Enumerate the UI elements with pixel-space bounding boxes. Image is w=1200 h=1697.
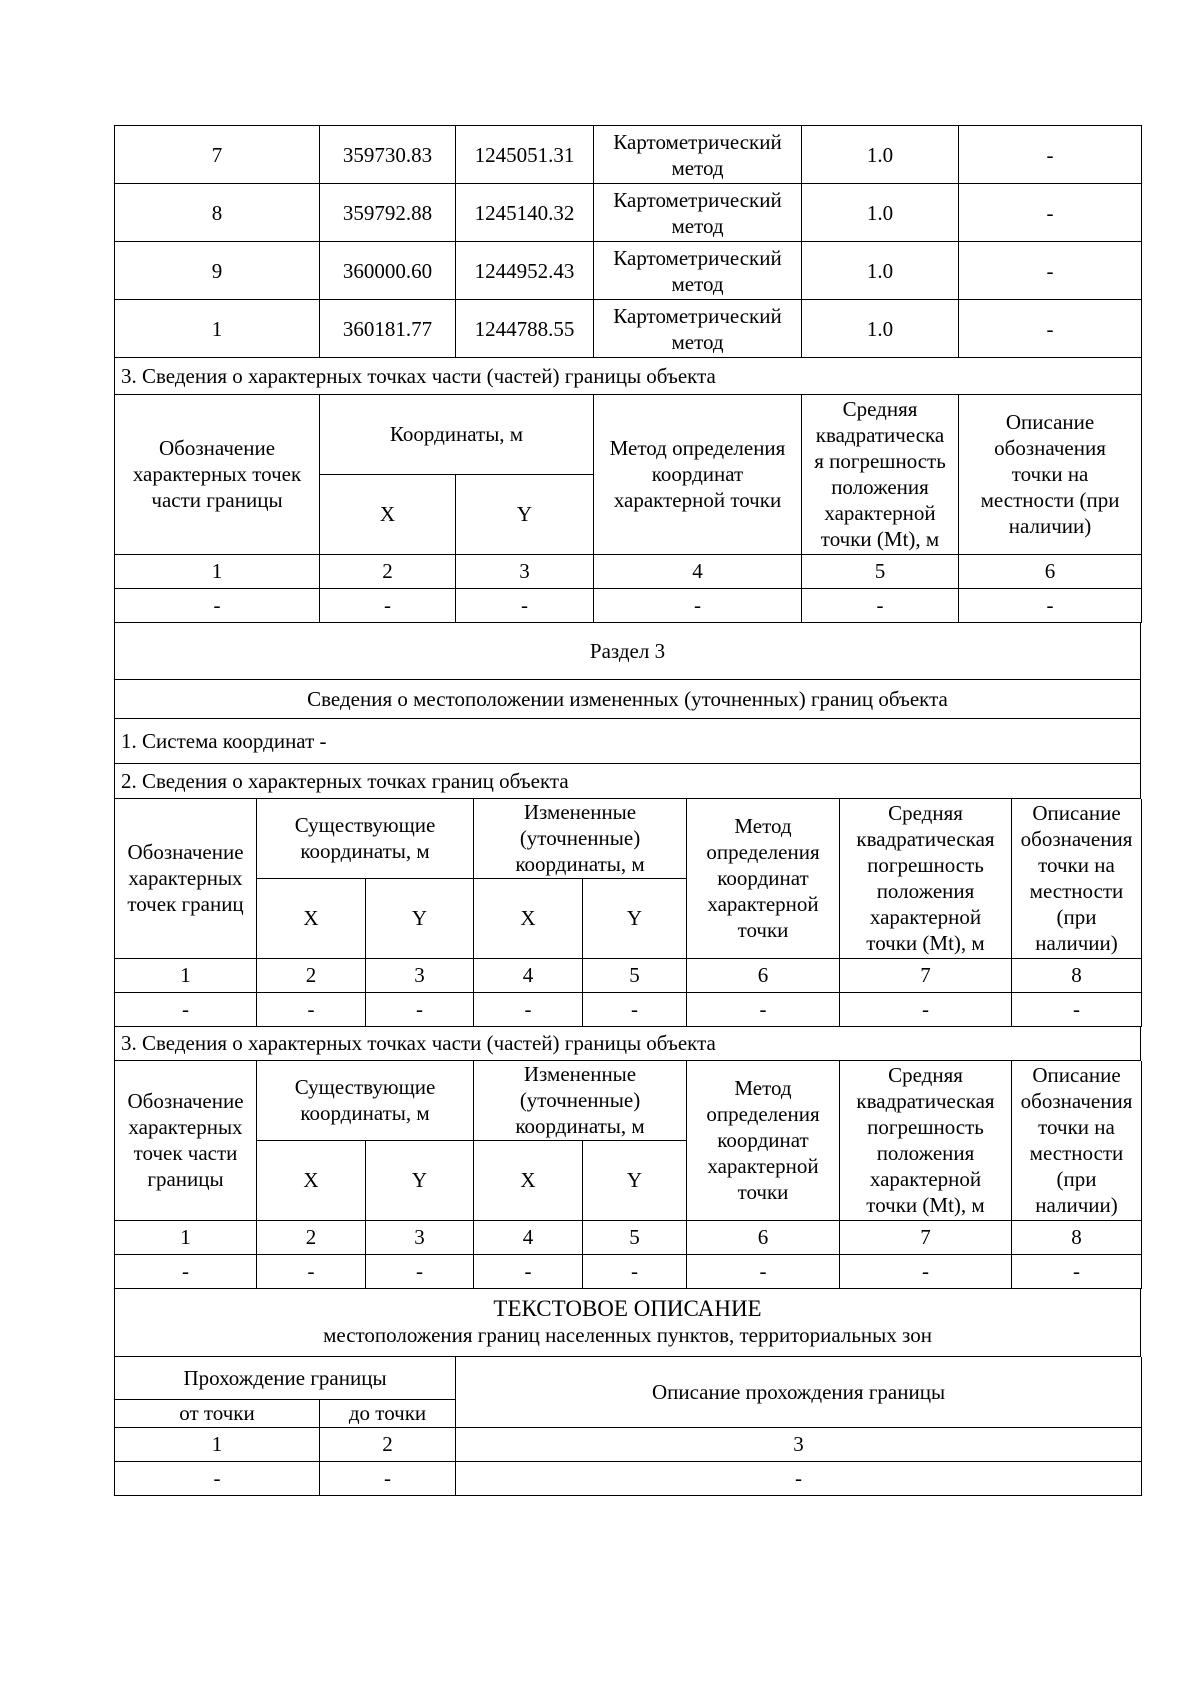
header-y: Y xyxy=(583,1140,687,1220)
table-row xyxy=(115,242,1142,300)
column-numbers-row xyxy=(115,958,1142,992)
section-heading: 2. Сведения о характерных точках границ объекта xyxy=(115,764,1141,799)
changed-part-points-table xyxy=(114,1061,1142,1289)
column-number: 3 xyxy=(456,1427,1142,1461)
changed-part-heading xyxy=(114,1027,1141,1062)
header-x: X xyxy=(474,1140,583,1220)
method: Картометрический метод xyxy=(594,126,802,184)
part-points-table xyxy=(114,358,1142,623)
header-passage: Прохождение границы xyxy=(115,1357,456,1399)
column-number: 2 xyxy=(257,958,366,992)
accuracy: 1.0 xyxy=(802,184,959,242)
text-description-header xyxy=(114,1289,1141,1358)
header-accuracy: Средняя квадратическая погрешность положения характерной точки (Mt), м xyxy=(840,799,1012,958)
empty-cell: - xyxy=(840,1254,1012,1288)
column-number: 4 xyxy=(594,554,802,588)
header-designation: Обозначение характерных точек части границы xyxy=(115,394,320,554)
section-3-header xyxy=(114,623,1141,800)
column-number: 2 xyxy=(257,1220,366,1254)
coord-y: 1244952.43 xyxy=(456,242,594,300)
method: Картометрический метод xyxy=(594,300,802,358)
empty-cell: - xyxy=(474,992,583,1026)
empty-cell: - xyxy=(583,992,687,1026)
empty-cell: - xyxy=(1012,1254,1142,1288)
header-y: Y xyxy=(456,474,594,554)
empty-cell: - xyxy=(257,1254,366,1288)
section-title: Раздел 3 xyxy=(115,623,1141,680)
empty-cell: - xyxy=(687,992,840,1026)
empty-cell: - xyxy=(115,588,320,622)
column-number: 8 xyxy=(1012,1220,1142,1254)
column-number: 5 xyxy=(583,958,687,992)
header-method: Метод определения координат характерной точки xyxy=(594,394,802,554)
header-designation: Обозначение характерных точек границ xyxy=(115,799,257,958)
column-numbers-row xyxy=(115,554,1142,588)
empty-cell: - xyxy=(366,1254,474,1288)
empty-cell: - xyxy=(687,1254,840,1288)
header-x: X xyxy=(320,474,456,554)
column-number: 3 xyxy=(456,554,594,588)
description: - xyxy=(959,242,1142,300)
coord-x: 360000.60 xyxy=(320,242,456,300)
empty-cell: - xyxy=(115,1461,320,1495)
empty-cell: - xyxy=(959,588,1142,622)
method: Картометрический метод xyxy=(594,242,802,300)
column-number: 1 xyxy=(115,1220,257,1254)
column-number: 3 xyxy=(366,958,474,992)
column-number: 2 xyxy=(320,554,456,588)
column-number: 1 xyxy=(115,958,257,992)
empty-cell: - xyxy=(320,588,456,622)
table-row xyxy=(115,300,1142,358)
table-row xyxy=(115,588,1142,622)
header-coordinates: Координаты, м xyxy=(320,394,594,474)
empty-cell: - xyxy=(583,1254,687,1288)
section-heading: 3. Сведения о характерных точках части (частей) границы объекта xyxy=(115,358,1142,394)
column-number: 8 xyxy=(1012,958,1142,992)
empty-cell: - xyxy=(594,588,802,622)
header-description: Описание прохождения границы xyxy=(456,1357,1142,1427)
column-number: 7 xyxy=(840,958,1012,992)
header-from: от точки xyxy=(115,1399,320,1427)
header-method: Метод определения координат характерной точки xyxy=(687,799,840,958)
empty-cell: - xyxy=(474,1254,583,1288)
column-number: 6 xyxy=(687,958,840,992)
header-to: до точки xyxy=(320,1399,456,1427)
description: - xyxy=(959,300,1142,358)
accuracy: 1.0 xyxy=(802,242,959,300)
table-row xyxy=(115,184,1142,242)
coordinate-system: 1. Система координат - xyxy=(115,719,1141,764)
empty-cell: - xyxy=(320,1461,456,1495)
text-description-title: ТЕКСТОВОЕ ОПИСАНИЕ xyxy=(493,1296,762,1322)
header-existing-coordinates: Существующие координаты, м xyxy=(257,1061,474,1140)
header-accuracy: Средняя квадратическая погрешность положения характерной точки (Mt), м xyxy=(840,1061,1012,1220)
header-x: X xyxy=(257,878,366,958)
header-changed-coordinates: Измененные (уточненные) координаты, м xyxy=(474,799,687,878)
column-number: 4 xyxy=(474,958,583,992)
header-y: Y xyxy=(366,878,474,958)
column-number: 6 xyxy=(687,1220,840,1254)
empty-cell: - xyxy=(1012,992,1142,1026)
table-row xyxy=(115,1254,1142,1288)
table-row xyxy=(115,1461,1142,1495)
header-x: X xyxy=(474,878,583,958)
point-number: 9 xyxy=(115,242,320,300)
header-designation: Обозначение характерных точек части границы xyxy=(115,1061,257,1220)
header-y: Y xyxy=(366,1140,474,1220)
table-row xyxy=(115,126,1142,184)
header-accuracy: Средняя квадратическа я погрешность положения характерной точки (Mt), м xyxy=(802,394,959,554)
method: Картометрический метод xyxy=(594,184,802,242)
empty-cell: - xyxy=(840,992,1012,1026)
empty-cell: - xyxy=(802,588,959,622)
column-number: 6 xyxy=(959,554,1142,588)
coordinates-table-continuation xyxy=(114,125,1142,358)
column-numbers-row xyxy=(115,1427,1142,1461)
header-method: Метод определения координат характерной точки xyxy=(687,1061,840,1220)
empty-cell: - xyxy=(366,992,474,1026)
header-description: Описание обозначения точки на местности (при наличии) xyxy=(959,394,1142,554)
text-description-table xyxy=(114,1357,1142,1496)
coord-y: 1244788.55 xyxy=(456,300,594,358)
header-y: Y xyxy=(583,878,687,958)
column-number: 1 xyxy=(115,554,320,588)
coord-x: 359792.88 xyxy=(320,184,456,242)
coord-x: 360181.77 xyxy=(320,300,456,358)
accuracy: 1.0 xyxy=(802,300,959,358)
header-description: Описание обозначения точки на местности (при наличии) xyxy=(1012,799,1142,958)
column-number: 4 xyxy=(474,1220,583,1254)
description: - xyxy=(959,126,1142,184)
column-number: 7 xyxy=(840,1220,1012,1254)
section-heading: 3. Сведения о характерных точках части (частей) границы объекта xyxy=(115,1027,1141,1061)
header-x: X xyxy=(257,1140,366,1220)
column-number: 3 xyxy=(366,1220,474,1254)
header-changed-coordinates: Измененные (уточненные) координаты, м xyxy=(474,1061,687,1140)
coord-x: 359730.83 xyxy=(320,126,456,184)
table-row xyxy=(115,992,1142,1026)
section-subtitle: Сведения о местоположении измененных (уточненных) границ объекта xyxy=(115,680,1141,719)
text-description-title-cell xyxy=(115,1289,1141,1357)
accuracy: 1.0 xyxy=(802,126,959,184)
column-number: 1 xyxy=(115,1427,320,1461)
text-description-subtitle: местоположения границ населенных пунктов, территориальных зон xyxy=(323,1323,932,1348)
description: - xyxy=(959,184,1142,242)
empty-cell: - xyxy=(456,588,594,622)
header-existing-coordinates: Существующие координаты, м xyxy=(257,799,474,878)
document-frame xyxy=(114,125,1141,1496)
empty-cell: - xyxy=(257,992,366,1026)
coord-y: 1245051.31 xyxy=(456,126,594,184)
changed-points-table xyxy=(114,799,1142,1027)
empty-cell: - xyxy=(115,1254,257,1288)
column-numbers-row xyxy=(115,1220,1142,1254)
point-number: 8 xyxy=(115,184,320,242)
coord-y: 1245140.32 xyxy=(456,184,594,242)
empty-cell: - xyxy=(456,1461,1142,1495)
column-number: 5 xyxy=(583,1220,687,1254)
point-number: 1 xyxy=(115,300,320,358)
header-description: Описание обозначения точки на местности (при наличии) xyxy=(1012,1061,1142,1220)
point-number: 7 xyxy=(115,126,320,184)
column-number: 2 xyxy=(320,1427,456,1461)
column-number: 5 xyxy=(802,554,959,588)
empty-cell: - xyxy=(115,992,257,1026)
